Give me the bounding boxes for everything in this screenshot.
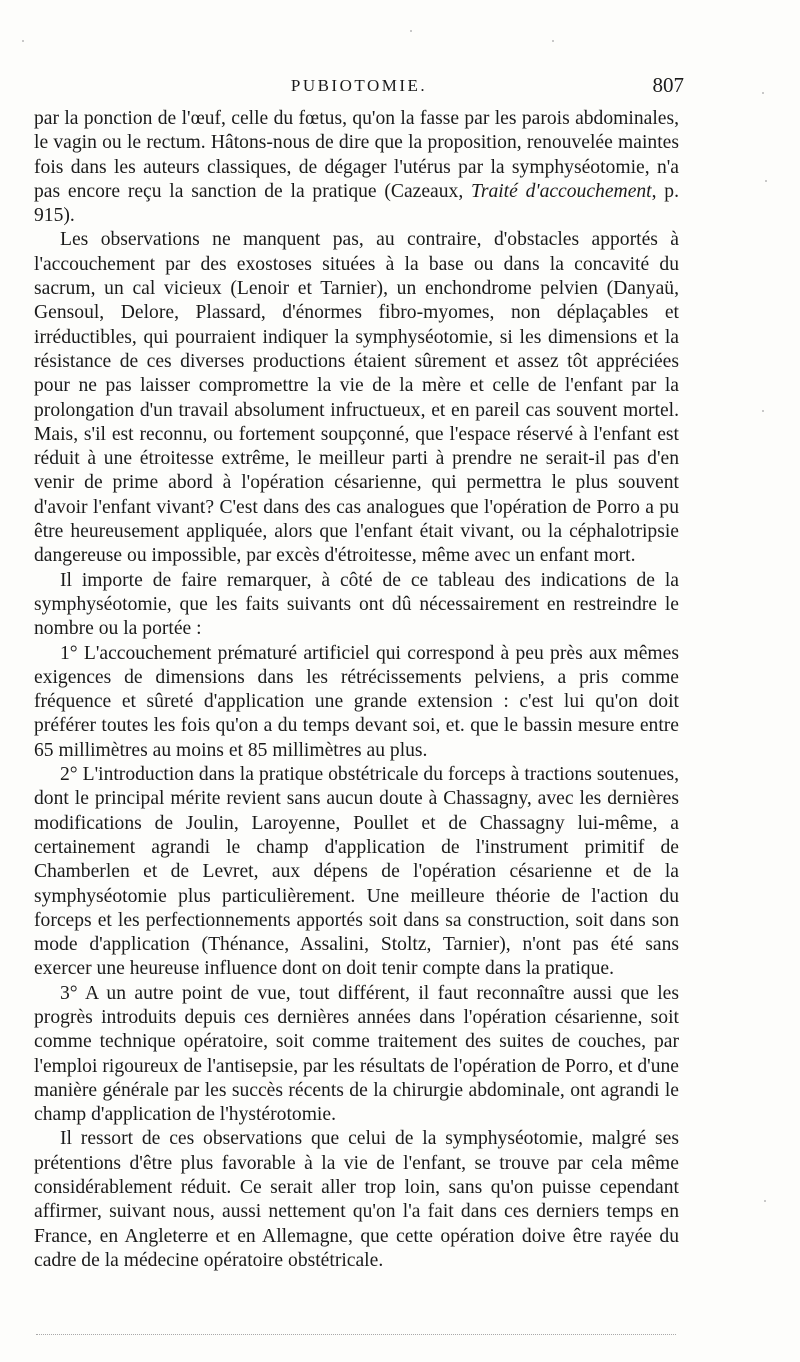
scan-speck [765,180,767,182]
scan-speck [762,92,764,94]
scan-speck [22,40,24,42]
scan-speck [764,1200,766,1202]
paragraph-2: Les observations ne manquent pas, au contraire, d'obstacles apportés à l'accouchement par des exostoses situées à la base ou dans la concavité du sacrum, un cal vicieux (Lenoir et Tarnier), un enchondrome pelvien (Danyaü, Gensoul, Delore, Plassard, d'énormes fibro-myomes, non déplaçables et irréductibles, qui pourraient indiquer la symphyséotomie, si les dimensions et la résistance de ces diverses productions étaient sûrement et assez tôt appréciées pour ne pas laisser compromettre la vie de la mère et celle de l'enfant par la prolongation d'un travail absolument infructueux, et en pareil cas souvent mortel. Mais, s'il est reconnu, ou fortement soupçonné, que l'espace réservé à l'enfant est réduit à une étroitesse extrême, le meilleur parti à prendre ne serait-il pas d'en venir de prime abord à l'opération césarienne, qui permettra le plus souvent d'avoir l'enfant vivant? C'est dans des cas analogues que l'opération de Porro a pu être heureusement appliquée, alors que l'enfant était vivant, ou la céphalotripsie dangereuse ou impossible, par excès d'étroitesse, même avec un enfant mort. [34,229,679,567]
paragraph-7: Il ressort de ces observations que celui de la symphyséotomie, malgré ses prétentions d'être plus favorable à la vie de l'enfant, se trouve par cela même considérablement réduit. Ce serait aller trop loin, sans qu'on puisse cependant affirmer, suivant nous, aussi nettement qu'on l'a fait dans ces derniers temps en France, en Angleterre et en Allemagne, que cette opération doive être rayée du cadre de la médecine opératoire obstétricale. [34,1128,679,1271]
paragraph-1 [34,107,679,228]
footer-dotted-rule [36,1334,676,1335]
page-number: 807 [652,73,684,97]
citation-title: Traité d'accouchement [471,180,652,202]
page-header [34,73,684,102]
paragraph-6: 3° A un autre point de vue, tout différent, il faut reconnaître aussi que les progrès introduits depuis ces dernières années dans l'opération césarienne, soit comme technique opératoire, soit comme traitement des suites de couches, par l'emploi rigoureux de l'antisepsie, par les résultats de l'opération de Porro, et d'une manière générale par les succès récents de la chirurgie abdominale, ont agrandi le champ d'application de l'hystérotomie. [34,982,679,1126]
scan-speck [762,410,764,412]
paragraph-3: Il importe de faire remarquer, à côté de ce tableau des indications de la symphyséotomie, que les faits suivants ont dû nécessairement en restreindre le nombre ou la portée : [34,569,679,640]
running-title: PUBIOTOMIE. [290,76,428,95]
paragraph-4: 1° L'accouchement prématuré artificiel qui correspond à peu près aux mêmes exigences de dimensions dans les rétrécissements pelviens, a pris comme fréquence et sûreté d'application une grande extension : c'est lui qu'on doit préférer toutes les fois qu'on a du temps devant soi, et. que le bassin mesure entre 65 millimètres au moins et 85 millimètres au plus. [34,642,679,761]
scan-speck [552,40,554,42]
paragraph-1-text-b: , p. 915). [34,180,679,227]
body-text [34,107,679,1273]
scan-speck [410,30,412,32]
paragraph-1-text-a: par la ponction de l'œuf, celle du fœtus, qu'on la fasse par les parois abdominales, le vagin ou le rectum. Hâtons-nous de dire que la proposition, renouvelée maintes fois dans les auteurs classiques, de dégager l'utérus par la symphyséotomie, n'a pas encore reçu la sanction de la pratique (Cazeaux, [34,108,679,202]
paragraph-5: 2° L'introduction dans la pratique obstétricale du forceps à tractions soutenues, dont le principal mérite revient sans aucun doute à Chassagny, avec les dernières modifications de Joulin, Laroyenne, Poullet et de Chassagny lui-même, a certainement agrandi le champ d'application de l'instrument primitif de Chamberlen et de Levret, aux dépens de l'opération césarienne et de la symphyséotomie plus particulièrement. Une meilleure théorie de l'action du forceps et les perfectionnements apportés soit dans sa construction, soit dans son mode d'application (Thénance, Assalini, Stoltz, Tarnier), n'ont pas été sans exercer une heureuse influence dont on doit tenir compte dans la pratique. [34,764,679,980]
